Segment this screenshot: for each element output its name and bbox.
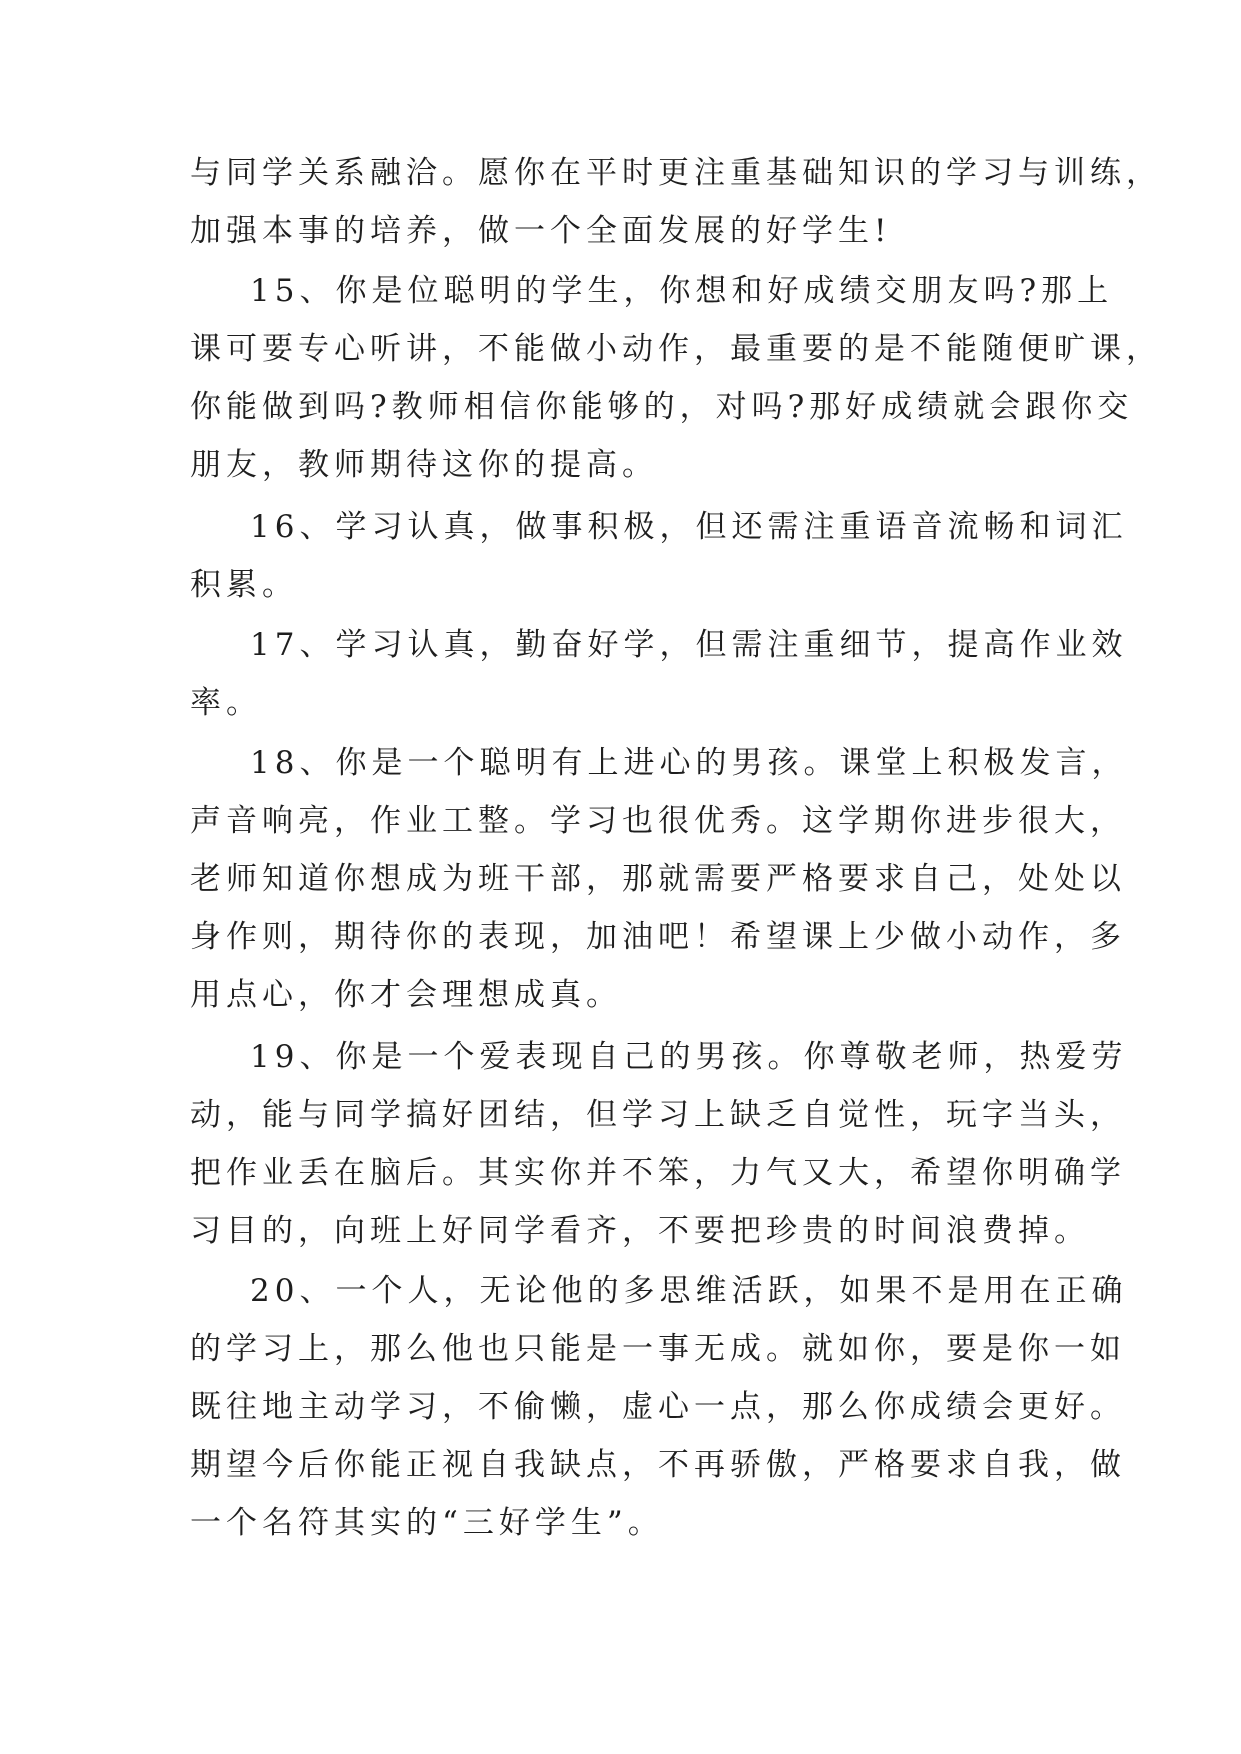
paragraph-17-start: 17、学习认真，勤奋好学，但需注重细节，提高作业效 [250,627,1128,663]
text-line: 率。 [190,685,262,721]
text-line: 习目的，向班上好同学看齐，不要把珍贵的时间浪费掉。 [190,1213,1090,1249]
text-line: 把作业丢在脑后。其实你并不笨，力气又大，希望你明确学 [190,1155,1126,1191]
paragraph-15-start: 15、你是位聪明的学生，你想和好成绩交朋友吗?那上 [250,273,1114,309]
paragraph-16-start: 16、学习认真，做事积极，但还需注重语音流畅和词汇 [250,509,1128,545]
text-line: 用点心，你才会理想成真。 [190,977,622,1013]
text-line: 积累。 [190,567,298,603]
text-line: 一个名符其实的“三好学生”。 [190,1505,664,1541]
text-line: 的学习上，那么他也只能是一事无成。就如你，要是你一如 [190,1331,1126,1367]
paragraph-20-start: 20、一个人，无论他的多思维活跃，如果不是用在正确 [250,1273,1128,1309]
text-line: 声音响亮，作业工整。学习也很优秀。这学期你进步很大， [190,803,1126,839]
text-line: 加强本事的培养，做一个全面发展的好学生! [190,213,892,249]
text-line: 与同学关系融洽。愿你在平时更注重基础知识的学习与训练， [190,155,1162,191]
text-line: 期望今后你能正视自我缺点，不再骄傲，严格要求自我，做 [190,1447,1126,1483]
text-line: 动，能与同学搞好团结，但学习上缺乏自觉性，玩字当头， [190,1097,1126,1133]
text-line: 既往地主动学习，不偷懒，虚心一点，那么你成绩会更好。 [190,1389,1126,1425]
text-line: 你能做到吗?教师相信你能够的，对吗?那好成绩就会跟你交 [190,389,1134,425]
text-line: 课可要专心听讲，不能做小动作，最重要的是不能随便旷课， [190,331,1162,367]
text-line: 老师知道你想成为班干部，那就需要严格要求自己，处处以 [190,861,1126,897]
paragraph-18-start: 18、你是一个聪明有上进心的男孩。课堂上积极发言， [250,745,1128,781]
text-line: 朋友，教师期待这你的提高。 [190,447,658,483]
text-line: 身作则，期待你的表现，加油吧！希望课上少做小动作，多 [190,919,1126,955]
paragraph-19-start: 19、你是一个爱表现自己的男孩。你尊敬老师，热爱劳 [250,1039,1128,1075]
